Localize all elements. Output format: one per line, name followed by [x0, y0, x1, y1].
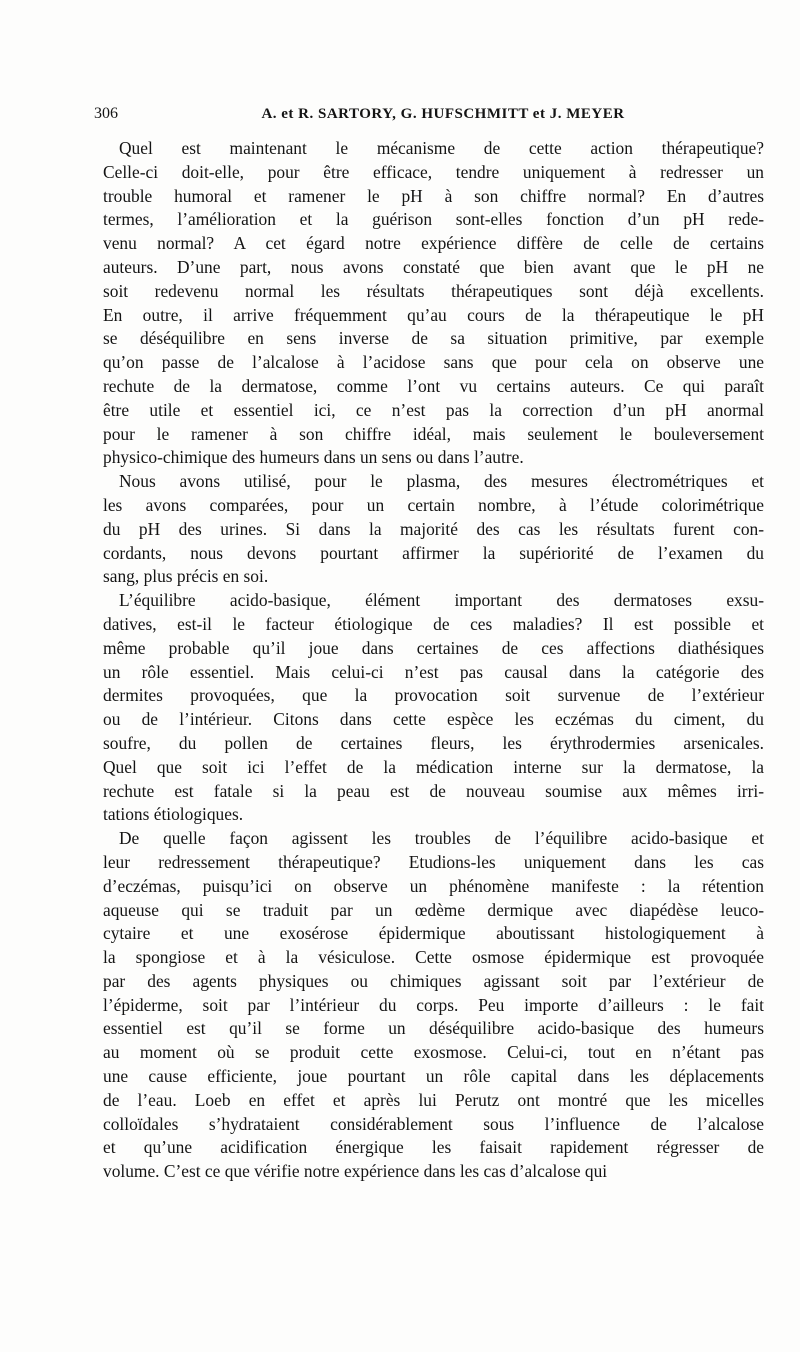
text-line: qu’on passe de l’alcalose à l’acidose sans que pour cela on observe une	[103, 352, 764, 373]
text-line: même probable qu’il joue dans certaines de ces affections diathésiques	[103, 637, 764, 658]
text-line: venu normal? A cet égard notre expérience diffère de celle de certains	[103, 233, 764, 254]
text-line: dermites provoquées, que la provocation soit survenue de l’extérieur	[103, 685, 764, 706]
text-line: aqueuse qui se traduit par un œdème dermique avec diapédèse leuco-	[103, 899, 764, 920]
text-line: au moment où se produit cette exosmose. Celui-ci, tout en n’étant pas	[103, 1042, 764, 1063]
text-line: colloïdales s’hydrataient considérablement sous l’influence de l’alcalose	[103, 1113, 764, 1134]
text-line: Nous avons utilisé, pour le plasma, des mesures électrométriques et	[119, 471, 764, 492]
text-line: Quel que soit ici l’effet de la médication interne sur la dermatose, la	[103, 756, 764, 777]
page-header	[94, 100, 762, 128]
running-head: A. et R. SARTORY, G. HUFSCHMITT et J. MEYER	[261, 106, 625, 122]
text-line: essentiel est qu’il se forme un déséquilibre acido-basique des humeurs	[103, 1018, 764, 1039]
text-line: trouble humoral et ramener le pH à son chiffre normal? En d’autres	[103, 185, 764, 206]
text-line: sang, plus précis en soi.	[103, 566, 269, 587]
text-line: une cause efficiente, joue pourtant un rôle capital dans les déplacements	[103, 1066, 764, 1087]
text-line: pour le ramener à son chiffre idéal, mais seulement le bouleversement	[103, 423, 764, 444]
text-line: ou de l’intérieur. Citons dans cette espèce les eczémas du ciment, du	[103, 709, 764, 730]
text-line: la spongiose et à la vésiculose. Cette osmose épidermique est provoquée	[103, 947, 764, 968]
body-text	[103, 137, 764, 1184]
text-line: Celle-ci doit-elle, pour être efficace, tendre uniquement à redresser un	[103, 161, 764, 182]
text-line: l’épiderme, soit par l’intérieur du corps. Peu importe d’ailleurs : le fait	[103, 994, 764, 1015]
text-line: être utile et essentiel ici, ce n’est pas la correction d’un pH anormal	[103, 399, 764, 420]
paragraph	[103, 470, 764, 589]
text-line: leur redressement thérapeutique? Etudions-les uniquement dans les cas	[103, 851, 764, 872]
text-line: auteurs. D’une part, nous avons constaté que bien avant que le pH ne	[103, 256, 764, 277]
text-line: se déséquilibre en sens inverse de sa situation primitive, par exemple	[103, 328, 764, 349]
text-line: cordants, nous devons pourtant affirmer la supériorité de l’examen du	[103, 542, 764, 563]
text-line: par des agents physiques ou chimiques agissant soit par l’extérieur de	[103, 970, 764, 991]
text-line: De quelle façon agissent les troubles de l’équilibre acido-basique et	[119, 828, 764, 849]
text-line: d’eczémas, puisqu’ici on observe un phénomène manifeste : la rétention	[103, 875, 764, 896]
text-line: Quel est maintenant le mécanisme de cette action thérapeutique?	[119, 138, 764, 158]
text-line: termes, l’amélioration et la guérison sont-elles fonction d’un pH rede-	[103, 209, 764, 230]
text-line: tations étiologiques.	[103, 804, 244, 825]
text-line: rechute de la dermatose, comme l’ont vu certains auteurs. Ce qui paraît	[103, 375, 764, 396]
paragraph	[103, 589, 764, 827]
paragraph	[103, 137, 764, 470]
text-line: physico-chimique des humeurs dans un sens ou dans l’autre.	[103, 447, 524, 468]
paragraph	[103, 827, 764, 1184]
text-line: les avons comparées, pour un certain nombre, à l’étude colorimétrique	[103, 494, 764, 515]
text-line: du pH des urines. Si dans la majorité des cas les résultats furent con-	[103, 518, 764, 539]
text-line: soit redevenu normal les résultats thérapeutiques sont déjà excellents.	[103, 280, 764, 301]
text-line: cytaire et une exosérose épidermique aboutissant histologiquement à	[103, 923, 764, 944]
text-line: volume. C’est ce que vérifie notre expérience dans les cas d’alcalose qui	[103, 1161, 608, 1182]
text-line: un rôle essentiel. Mais celui-ci n’est pas causal dans la catégorie des	[103, 661, 764, 682]
text-line: En outre, il arrive fréquemment qu’au cours de la thérapeutique le pH	[103, 304, 764, 325]
text-line: datives, est-il le facteur étiologique de ces maladies? Il est possible et	[103, 613, 764, 634]
text-line: et qu’une acidification énergique les faisait rapidement régresser de	[103, 1137, 764, 1158]
text-line: soufre, du pollen de certaines fleurs, les érythrodermies arsenicales.	[103, 732, 764, 753]
text-line: rechute est fatale si la peau est de nouveau soumise aux mêmes irri-	[103, 780, 764, 801]
text-line: L’équilibre acido-basique, élément important des dermatoses exsu-	[119, 590, 764, 611]
text-line: de l’eau. Loeb en effet et après lui Perutz ont montré que les micelles	[103, 1089, 764, 1110]
page-number: 306	[94, 105, 118, 122]
